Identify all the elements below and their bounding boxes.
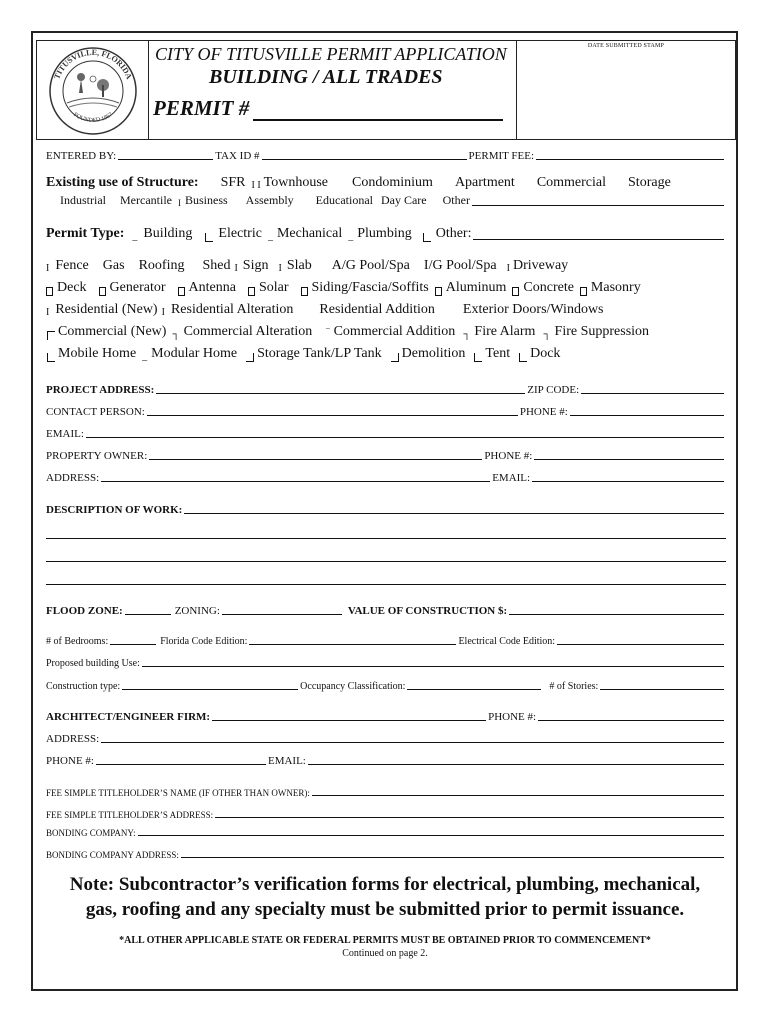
contact-label: CONTACT PERSON: [46,406,145,418]
work-option[interactable]: Roofing [138,258,185,273]
construction-type-row [46,681,726,692]
title-cell [149,40,524,140]
work-types-row1: I Fence Gas Roofing Shed I Sign I Slab A/G Pool/Spa I/G Pool/Spa I Driveway [46,258,569,274]
architect-label: ARCHITECT/ENGINEER FIRM: [46,711,211,723]
owner-address-field[interactable] [101,480,490,482]
work-option[interactable]: Exterior Doors/Windows [462,302,604,317]
use-option[interactable]: Storage [628,175,671,190]
bonding-label: BONDING COMPANY: [46,828,136,838]
use-option[interactable]: Assembly [245,193,294,207]
checkbox[interactable] [47,353,55,362]
description-field[interactable] [184,512,724,514]
owner-row [46,450,726,462]
permit-type-row: Permit Type: _ Building Electric _ Mechanical _ Plumbing Other: [46,226,726,242]
architect-address-label: ADDRESS: [46,733,100,745]
city-seal-cell [36,40,149,140]
titleholder-address-row [46,810,726,820]
description-line[interactable] [46,538,726,539]
permit-type-building[interactable]: Building [143,226,193,241]
bedrooms-label: # of Bedrooms: [46,636,109,647]
seal-top-text: TITUSVILLE, FLORIDA [52,47,134,81]
checkbox[interactable] [47,331,55,340]
architect-phone2-label: PHONE #: [46,755,94,767]
checkbox[interactable] [301,287,308,296]
zip-label: ZIP CODE: [527,384,580,396]
titleholder-name-label: FEE SIMPLE TITLEHOLDER’S NAME (IF OTHER THAN OWNER): [46,788,310,798]
footer [40,934,730,960]
entered-by-label: ENTERED BY: [46,150,117,162]
value-field[interactable] [509,613,724,615]
bonding-field[interactable] [138,834,724,836]
checkbox[interactable] [248,287,255,296]
work-types-row5: Mobile Home _ Modular Home Storage Tank/LP Tank Demolition Tent Dock [46,346,726,362]
entered-by-field[interactable] [118,158,213,160]
titleholder-address-label: FEE SIMPLE TITLEHOLDER’S ADDRESS: [46,810,214,820]
work-types-row2 [46,280,726,296]
architect-row [46,711,726,723]
owner-address-row [46,472,726,484]
permit-type-other[interactable]: Other: [435,226,472,241]
work-option[interactable]: Fire Alarm [474,324,536,339]
value-label: VALUE OF CONSTRUCTION $: [347,605,508,617]
owner-label: PROPERTY OWNER: [46,450,148,462]
architect-phone2-field[interactable] [96,763,266,765]
existing-use-row2: Industrial Mercantile I Business Assembly Educational Day Care Other [46,193,726,208]
occupancy-label: Occupancy Classification: [300,681,406,692]
description-row [46,504,726,516]
titleholder-name-row [46,788,726,798]
florida-code-label: Florida Code Edition: [160,636,248,647]
work-option[interactable]: Shed [202,258,231,273]
use-option[interactable]: Apartment [454,175,515,190]
permit-type-other-field[interactable] [473,238,724,240]
use-option[interactable]: Commercial [536,175,607,190]
city-seal-icon [37,41,148,139]
date-stamp-box [516,40,736,140]
architect-email-field[interactable] [308,763,724,765]
checkbox[interactable] [178,287,185,296]
checkbox[interactable] [580,287,587,296]
work-option[interactable]: Concrete [523,280,574,295]
description-line[interactable] [46,561,726,562]
bedrooms-field[interactable] [110,643,156,645]
note-line-1: Note: Subcontractor’s verification forms for electrical, plumbing, mechanical, [69,874,701,895]
use-option[interactable]: Townhouse [263,175,329,190]
bonding-address-row [46,850,726,860]
work-option[interactable]: Generator [109,280,166,295]
form-title-city: CITY OF TITUSVILLE PERMIT APPLICATION [155,44,507,64]
titleholder-address-field[interactable] [215,816,724,818]
permit-number-field[interactable] [153,96,503,121]
email-label: EMAIL: [46,428,84,440]
checkbox[interactable] [246,353,254,362]
form-header [36,40,736,142]
permit-type-plumbing[interactable]: Plumbing [357,226,412,241]
work-option[interactable]: Commercial Alteration [183,324,313,339]
use-option[interactable]: Educational [315,193,373,207]
work-option[interactable]: Siding/Fascia/Soffits [311,280,429,295]
use-option[interactable]: Day Care [380,193,427,207]
bonding-address-field[interactable] [181,856,724,858]
work-option[interactable]: Modular Home [151,346,238,361]
work-option[interactable]: Commercial (New) [58,324,167,339]
architect-address-row [46,733,726,745]
owner-address-label: ADDRESS: [46,472,100,484]
work-option[interactable]: Demolition [401,346,466,361]
date-stamp-label: DATE SUBMITTED STAMP [587,43,665,49]
contact-row [46,406,726,418]
permit-number-label: PERMIT # [153,96,250,120]
zip-field[interactable] [581,392,724,394]
architect-contact-row [46,755,726,767]
electrical-code-field[interactable] [557,643,724,645]
contact-phone-field[interactable] [570,414,724,416]
use-option[interactable]: SFR [220,175,246,190]
stories-field[interactable] [600,688,724,690]
flood-zone-field[interactable] [125,613,171,615]
proposed-use-row [46,658,726,669]
bonding-address-label: BONDING COMPANY ADDRESS: [46,850,179,860]
zoning-field[interactable] [222,613,342,615]
titleholder-name-field[interactable] [312,794,724,796]
work-option[interactable]: Tent [485,346,511,361]
permit-type-electric[interactable]: Electric [218,226,262,241]
checkbox[interactable] [519,353,527,362]
project-address-row [46,384,726,396]
proposed-use-label: Proposed building Use: [46,658,140,669]
form-title-trades: BUILDING / ALL TRADES [209,66,443,88]
existing-use-label: Existing use of Structure: [46,175,199,190]
occupancy-field[interactable] [407,688,541,690]
footer-line-2: Continued on page 2. [342,948,428,959]
seal-bottom-text: FOUNDED 1867 [72,111,114,124]
work-option[interactable]: Sign [242,258,269,273]
owner-field[interactable] [149,458,482,460]
use-option[interactable]: Mercantile [120,193,172,207]
bonding-row [46,828,726,838]
checkbox[interactable] [435,287,442,296]
work-option[interactable]: Gas [102,258,125,273]
use-option[interactable]: Other [442,193,470,207]
contact-phone-label: PHONE #: [519,406,568,418]
description-line[interactable] [46,584,726,585]
permit-type-label: Permit Type: [46,226,125,241]
work-option[interactable]: Mobile Home [58,346,137,361]
owner-email-label: EMAIL: [492,472,531,484]
architect-phone-field[interactable] [538,719,724,721]
checkbox[interactable] [391,353,399,362]
work-option[interactable]: I/G Pool/Spa [423,258,497,273]
flood-zone-label: FLOOD ZONE: [46,605,123,617]
permit-fee-field[interactable] [536,158,724,160]
work-option[interactable]: Solar [258,280,289,295]
work-option[interactable]: Storage Tank/LP Tank [257,346,382,361]
owner-phone-label: PHONE #: [484,450,533,462]
zoning-label: ZONING: [174,605,220,617]
work-option[interactable]: Fire Suppression [554,324,650,339]
entry-row [46,150,726,162]
proposed-use-field[interactable] [142,665,724,667]
work-option[interactable]: Slab [286,258,312,273]
work-option[interactable]: A/G Pool/Spa [331,258,410,273]
subcontractor-note [40,872,730,922]
work-option[interactable]: Masonry [590,280,641,295]
work-option[interactable]: Deck [57,280,87,295]
note-line-2: gas, roofing and any specialty must be submitted prior to permit issuance. [85,899,685,920]
florida-code-field[interactable] [249,643,456,645]
work-option[interactable]: Driveway [512,258,569,273]
work-types-row4: Commercial (New) ┐ Commercial Alteration ‾ Commercial Addition ┐ Fire Alarm ┐ Fire Suppression [46,324,726,340]
work-option[interactable]: Commercial Addition [333,324,456,339]
work-option[interactable]: Fence [55,258,89,273]
description-label: DESCRIPTION OF WORK: [46,504,183,516]
construction-type-field[interactable] [122,688,298,690]
other-use-field[interactable] [472,204,724,206]
checkbox[interactable] [423,233,431,242]
construction-type-label: Construction type: [46,681,121,692]
work-option[interactable]: Aluminum [445,280,507,295]
svg-text:FOUNDED 1867 [72,112,114,124]
work-types-row3: I Residential (New) I Residential Alteration Residential Addition Exterior Doors/Windows [46,302,604,318]
architect-field[interactable] [212,719,486,721]
checkbox[interactable] [99,287,106,296]
checkbox[interactable] [512,287,519,296]
work-option[interactable]: Residential Alteration [170,302,294,317]
work-option[interactable]: Dock [530,346,561,361]
codes-row [46,636,726,647]
project-address-field[interactable] [156,392,525,394]
checkbox[interactable] [205,233,213,242]
flood-zone-row [46,605,726,617]
permit-fee-label: PERMIT FEE: [468,150,535,162]
architect-phone-label: PHONE #: [488,711,537,723]
email-field[interactable] [86,436,724,438]
permit-type-mechanical[interactable]: Mechanical [276,226,343,241]
footer-line-1: *ALL OTHER APPLICABLE STATE OR FEDERAL PERMITS MUST BE OBTAINED PRIOR TO COMMENCEMENT* [119,935,651,946]
architect-email-label: EMAIL: [267,755,306,767]
electrical-code-label: Electrical Code Edition: [458,636,556,647]
architect-address-field[interactable] [101,741,724,743]
owner-email-field[interactable] [532,480,724,482]
checkbox[interactable] [46,287,53,296]
permit-number-line[interactable] [253,99,503,121]
stories-label: # of Stories: [549,681,599,692]
project-address-label: PROJECT ADDRESS: [46,384,155,396]
contact-field[interactable] [147,414,518,416]
use-option[interactable]: Industrial [60,193,106,207]
work-option[interactable]: Antenna [188,280,236,295]
existing-use-row1: Existing use of Structure: SFR I I Townhouse Condominium Apartment Commercial Storage [46,175,671,191]
checkbox[interactable] [474,353,482,362]
work-option[interactable]: Residential (New) [55,302,158,317]
use-option[interactable]: Condominium [352,175,433,190]
tax-id-field[interactable] [262,158,467,160]
use-option[interactable]: Business [184,193,228,207]
tax-id-label: TAX ID # [215,150,260,162]
work-option[interactable]: Residential Addition [319,302,435,317]
owner-phone-field[interactable] [534,458,724,460]
email-row [46,428,726,440]
